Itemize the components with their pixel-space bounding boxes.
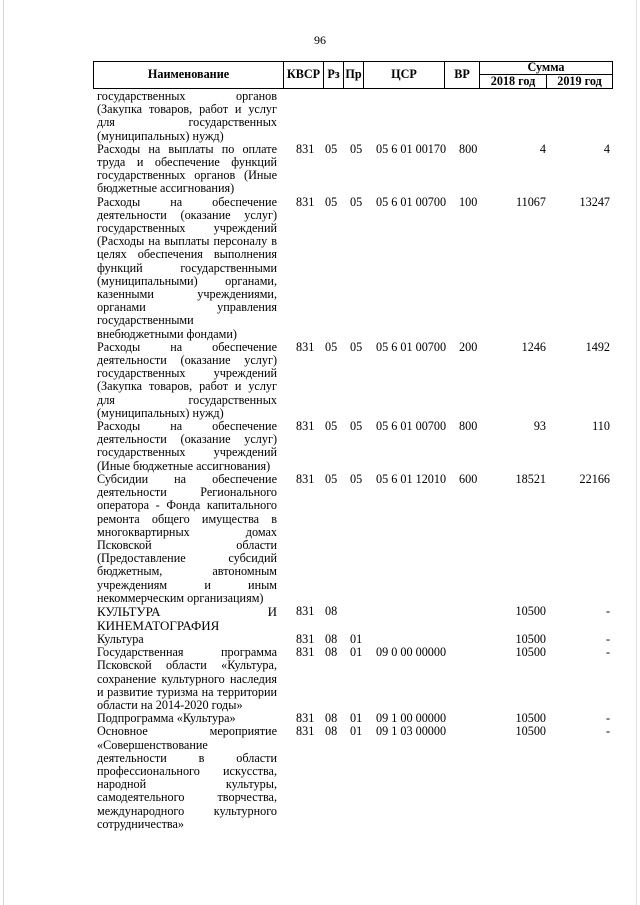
- row-rz: 05: [325, 194, 338, 209]
- row-vr: 100: [459, 194, 478, 209]
- row-pr: 01: [350, 711, 363, 726]
- row-name: Субсидии на обеспечение деятельности Регионального оператора - Фонда капитального ремонта общего имущества в многоквартирных домах Псковской области (Предоставление субсидий бюджетным, автономным учреждениям и иным некоммерческим организациям): [97, 471, 277, 605]
- table-body: [0, 90, 640, 831]
- row-kvsr: 831: [296, 339, 315, 354]
- header-csr: ЦСР: [363, 61, 445, 89]
- row-pr: 05: [350, 419, 363, 434]
- table-row: [0, 646, 640, 712]
- row-name: Подпрограмма «Культура»: [97, 711, 236, 726]
- row-name: Расходы на обеспечение деятельности (оказание услуг) государственных учреждений (Закупка товаров, работ и услуг для государственных (муниципальных) нужд): [97, 339, 277, 420]
- row-sum-2019: -: [605, 724, 610, 739]
- table-row: [0, 473, 640, 605]
- table-header: [93, 61, 613, 89]
- header-kvsr: КВСР: [283, 61, 324, 89]
- table-row: [0, 143, 640, 196]
- row-pr: 05: [350, 471, 363, 486]
- row-pr: 01: [350, 724, 363, 739]
- row-sum-2019: 13247: [579, 194, 610, 209]
- row-sum-2018: 11067: [515, 194, 546, 209]
- row-vr: 800: [459, 141, 478, 156]
- row-sum-2018: 4: [539, 141, 546, 156]
- row-csr: 05 6 01 00700: [376, 339, 447, 354]
- row-sum-2019: -: [605, 645, 610, 660]
- header-vr: ВР: [444, 61, 480, 89]
- row-sum-2018: 10500: [515, 645, 546, 660]
- table-row: [0, 420, 640, 473]
- row-sum-2018: 10500: [515, 603, 546, 618]
- row-kvsr: 831: [296, 419, 315, 434]
- row-name: Расходы на обеспечение деятельности (оказание услуг) государственных учреждений (Расходы на выплаты персоналу в целях обеспечения выполнения функций государственными (муниципальными) органами, казенными учреждениями, органами управления государственными внебюджетными фондами): [97, 194, 277, 341]
- row-csr: 05 6 01 00170: [376, 141, 447, 156]
- row-vr: 200: [459, 339, 478, 354]
- row-rz: 08: [325, 645, 338, 660]
- row-sum-2019: 1492: [585, 339, 610, 354]
- row-kvsr: 831: [296, 194, 315, 209]
- row-kvsr: 831: [296, 724, 315, 739]
- row-sum-2019: -: [605, 603, 610, 618]
- row-sum-2018: 10500: [515, 711, 546, 726]
- row-rz: 08: [325, 603, 338, 618]
- row-sum-2018: 10500: [515, 724, 546, 739]
- row-kvsr: 831: [296, 645, 315, 660]
- row-rz: 05: [325, 471, 338, 486]
- header-name: Наименование: [93, 61, 284, 89]
- row-csr: 05 6 01 00700: [376, 194, 447, 209]
- row-rz: 08: [325, 724, 338, 739]
- row-sum-2018: 93: [533, 419, 546, 434]
- row-rz: 05: [325, 141, 338, 156]
- row-sum-2018: 18521: [515, 471, 546, 486]
- row-vr: 600: [459, 471, 478, 486]
- row-pr: 05: [350, 141, 363, 156]
- row-pr: 05: [350, 194, 363, 209]
- row-sum-2018: 10500: [515, 631, 546, 646]
- row-sum-2019: 22166: [579, 471, 610, 486]
- row-vr: 800: [459, 419, 478, 434]
- table-row: [0, 90, 640, 143]
- row-kvsr: 831: [296, 631, 315, 646]
- page-number: 96: [314, 33, 326, 47]
- row-name: КУЛЬТУРА И КИНЕМАТОГРАФИЯ: [97, 603, 277, 633]
- row-rz: 08: [325, 631, 338, 646]
- row-pr: 05: [350, 339, 363, 354]
- table-row: [0, 341, 640, 420]
- row-rz: 05: [325, 419, 338, 434]
- row-csr: 09 1 00 00000: [376, 711, 447, 726]
- table-row: [0, 725, 640, 831]
- header-year-2018: 2018 год: [479, 74, 547, 89]
- row-csr: 05 6 01 00700: [376, 419, 447, 434]
- row-name: Государственная программа Псковской области «Культура, сохранение культурного наследия и развитие туризма на территории области на 2014-2020 годы»: [97, 645, 277, 712]
- row-csr: 09 1 03 00000: [376, 724, 447, 739]
- row-pr: 01: [350, 645, 363, 660]
- row-sum-2019: 110: [592, 419, 610, 434]
- header-rz: Рз: [323, 61, 344, 89]
- header-pr: Пр: [343, 61, 364, 89]
- row-sum-2018: 1246: [521, 339, 546, 354]
- row-sum-2019: -: [605, 631, 610, 646]
- row-name: Культура: [97, 631, 144, 646]
- row-rz: 05: [325, 339, 338, 354]
- header-year-2019: 2019 год: [546, 74, 613, 89]
- row-name: Расходы на обеспечение деятельности (оказание услуг) государственных учреждений (Иные бюджетные ассигнования): [97, 419, 277, 473]
- row-name: государственных органов (Закупка товаров, работ и услуг для государственных (муниципальных) нужд): [97, 89, 277, 143]
- table-row: [0, 605, 640, 633]
- row-sum-2019: -: [605, 711, 610, 726]
- row-name: Расходы на выплаты по оплате труда и обеспечение функций государственных органов (Иные бюджетные ассигнования): [97, 141, 277, 196]
- row-csr: 09 0 00 00000: [376, 645, 447, 660]
- row-kvsr: 831: [296, 711, 315, 726]
- row-kvsr: 831: [296, 603, 315, 618]
- row-name: Основное мероприятие «Совершенствование деятельности в области профессионального искусства, народной культуры, самодеятельного творчества, международного культурного сотрудничества»: [97, 724, 277, 831]
- row-pr: 01: [350, 631, 363, 646]
- row-kvsr: 831: [296, 141, 315, 156]
- table-row: [0, 196, 640, 341]
- row-sum-2019: 4: [603, 141, 610, 156]
- header-sum: Сумма: [479, 61, 613, 75]
- row-rz: 08: [325, 711, 338, 726]
- row-kvsr: 831: [296, 471, 315, 486]
- row-csr: 05 6 01 12010: [376, 471, 447, 486]
